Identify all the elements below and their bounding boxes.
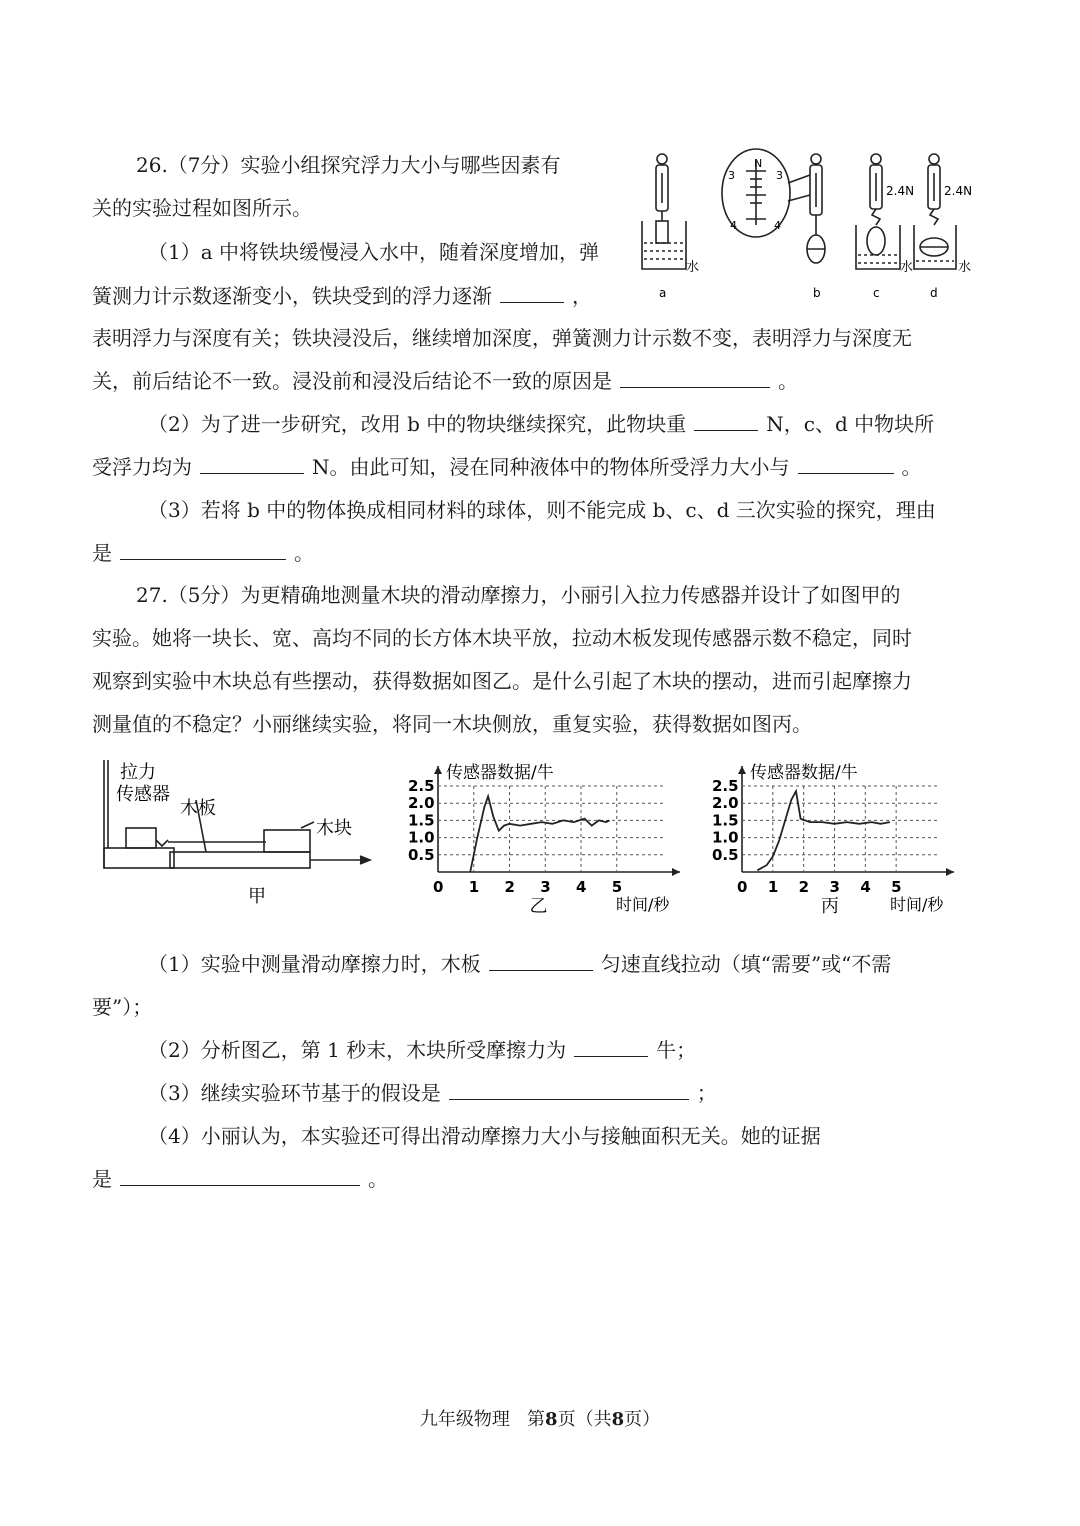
y-tick-label: 0.5 — [408, 845, 435, 864]
x-tick-label: 4 — [576, 878, 587, 896]
q26-part1-text: 簧测力计示数逐渐变小，铁块受到的浮力逐渐 — [92, 284, 492, 308]
q26-part1-line3: 表明浮力与深度有关；铁块浸没后，继续增加深度，弹簧测力计示数不变，表明浮力与深度无 — [92, 326, 912, 350]
sensor-label-2: 传感器 — [116, 784, 170, 805]
footer-suffix: 页） — [624, 1409, 661, 1430]
y-tick-label: 2.5 — [408, 777, 435, 795]
y-tick-label: 2.5 — [712, 777, 739, 795]
footer-subject: 九年级物理 — [419, 1409, 510, 1430]
punct: ； — [696, 1081, 717, 1105]
q26-title-cont: 关的实验过程如图所示。 — [92, 196, 312, 220]
footer-page-num: 8 — [545, 1409, 558, 1430]
caption-jia: 甲 — [248, 886, 266, 907]
q26-part2-text-b: N，c、d 中物块所 — [766, 412, 935, 436]
label-b: b — [813, 286, 821, 300]
q27-part3-text: （3）继续实验环节基于的假设是 — [148, 1081, 441, 1105]
x-tick-label: 3 — [829, 878, 840, 896]
q26-part1-line2 — [92, 281, 592, 311]
q27-intro-3: 观察到实验中木块总有些摆动，获得数据如图乙。是什么引起了木块的摆动，进而引起摩擦力 — [92, 669, 912, 693]
punct: 。 — [778, 369, 798, 393]
q26-title: 26.（7分）实验小组探究浮力大小与哪些因素有 — [136, 153, 561, 177]
chart-caption: 丙 — [820, 896, 839, 916]
data-line — [470, 796, 609, 872]
q27-part2-line — [148, 1035, 696, 1065]
board-label: 木板 — [180, 798, 216, 819]
punct: 。 — [901, 455, 922, 479]
y-tick-label: 1.5 — [408, 811, 435, 830]
dial-n-label: N — [754, 157, 763, 170]
dial-4-right: 4 — [774, 219, 781, 232]
q27-intro-4: 测量值的不稳定？小丽继续实验，将同一木块侧放，重复实验，获得数据如图丙。 — [92, 712, 812, 736]
footer-prefix: 第 — [527, 1409, 546, 1430]
q26-part1-line1: （1）a 中将铁块缓慢浸入水中，随着深度增加，弹 — [148, 240, 600, 264]
x-tick-label: 5 — [611, 878, 623, 896]
answer-blank-26-2[interactable] — [620, 367, 770, 388]
water-label-c: 水 — [900, 260, 914, 275]
y-axis-arrow — [738, 766, 746, 774]
sensor-label-1: 拉力 — [120, 762, 156, 783]
q27-part4-line1: （4）小丽认为，本实验还可得出滑动摩擦力大小与接触面积无关。她的证据 — [148, 1124, 821, 1148]
x-tick-label: 4 — [860, 878, 871, 896]
q26-part3-line1: （3）若将 b 中的物体换成相同材料的球体，则不能完成 b、c、d 三次实验的探究，理由 — [148, 498, 936, 522]
y-tick-label: 1.0 — [712, 828, 739, 847]
q26-part2-line2 — [92, 452, 922, 482]
chart-title: 传感器数据/牛 — [750, 763, 858, 783]
label-a: a — [659, 286, 667, 300]
reading-c: 2.4N — [886, 184, 915, 198]
chart-title: 传感器数据/牛 — [446, 763, 554, 783]
y-tick-label: 2.0 — [712, 794, 739, 813]
y-axis-arrow — [434, 766, 442, 774]
x-tick-label: 1 — [767, 878, 779, 896]
label-c: c — [873, 286, 880, 300]
q27-part2-text-b: 牛； — [656, 1038, 697, 1062]
reading-d: 2.4N — [944, 184, 973, 198]
answer-blank-26-3[interactable] — [694, 410, 758, 431]
footer-mid: 页（共 — [557, 1409, 612, 1430]
answer-blank-26-4[interactable] — [200, 453, 304, 474]
q26-part1-text2: 关，前后结论不一致。浸没前和浸没后结论不一致的原因是 — [92, 369, 612, 393]
q27-part2-text: （2）分析图乙，第 1 秒末，木块所受摩擦力为 — [148, 1038, 567, 1062]
q27-part1-text: （1）实验中测量滑动摩擦力时，木板 — [148, 952, 481, 976]
q26-part3-text: 是 — [92, 541, 112, 565]
punct: ， — [572, 284, 592, 308]
q27-intro-2: 实验。她将一块长、宽、高均不同的长方体木块平放，拉动木板发现传感器示数不稳定，同时 — [92, 626, 912, 650]
x-tick-label: 1 — [468, 878, 480, 896]
q26-part3-line2 — [92, 538, 314, 568]
q27-part1-line1 — [148, 949, 891, 979]
water-label-a: 水 — [686, 260, 700, 275]
dial-3-right: 3 — [776, 169, 783, 182]
answer-blank-27-3[interactable] — [449, 1079, 689, 1100]
label-d: d — [930, 286, 938, 300]
q26-part2-text-d: N。由此可知，浸在同种液体中的物体所受浮力大小与 — [312, 455, 790, 479]
q26-part1-line4 — [92, 366, 798, 396]
dial-4-left: 4 — [730, 219, 737, 232]
q26-part2-line1 — [148, 409, 934, 439]
scale-b-icon — [807, 154, 825, 263]
punct: 。 — [368, 1167, 388, 1191]
dial-3-left: 3 — [728, 169, 735, 182]
x-tick-label: 5 — [891, 878, 902, 896]
x-tick-label: 0 — [433, 878, 444, 896]
x-tick-label: 0 — [737, 878, 748, 896]
y-tick-label: 2.0 — [408, 794, 435, 813]
footer-page-total: 8 — [611, 1409, 625, 1430]
q26-part2-text-c: 受浮力均为 — [92, 455, 192, 479]
x-tick-label: 2 — [504, 878, 515, 896]
x-axis-arrow — [672, 868, 680, 876]
q26-part2-text: （2）为了进一步研究，改用 b 中的物块继续探究，此物块重 — [148, 412, 687, 436]
answer-blank-26-5[interactable] — [798, 453, 894, 474]
answer-blank-27-4[interactable] — [120, 1165, 360, 1186]
answer-blank-26-6[interactable] — [120, 539, 286, 560]
scale-a-icon — [642, 154, 686, 269]
answer-blank-27-1[interactable] — [489, 950, 593, 971]
x-axis-label: 时间/秒 — [890, 895, 944, 914]
x-tick-label: 2 — [798, 878, 810, 896]
q27-part4-text: 是 — [92, 1167, 112, 1191]
q27-part4-line2 — [92, 1164, 388, 1194]
q27-part1-line2: 要”）； — [92, 995, 153, 1019]
q27-intro-1: 27.（5分）为更精确地测量木块的滑动摩擦力，小丽引入拉力传感器并设计了如图甲的 — [136, 583, 901, 607]
x-axis-arrow — [946, 868, 954, 876]
chart-bing — [704, 756, 994, 916]
answer-blank-26-1[interactable] — [500, 282, 564, 303]
x-axis-label: 时间/秒 — [616, 895, 670, 914]
scale-d-icon — [914, 154, 956, 269]
y-tick-label: 1.0 — [408, 828, 435, 847]
apparatus-figure-jia — [96, 756, 396, 916]
punct: 。 — [294, 541, 314, 565]
chart-yi — [400, 756, 720, 916]
spring-scale-figure — [628, 145, 988, 305]
page-footer — [0, 1405, 1080, 1431]
y-tick-label: 1.5 — [712, 811, 739, 830]
water-label-d: 水 — [958, 260, 972, 275]
y-tick-label: 0.5 — [712, 845, 739, 864]
q27-part3-line — [148, 1078, 717, 1108]
x-tick-label: 3 — [540, 878, 551, 896]
chart-caption: 乙 — [529, 896, 548, 916]
answer-blank-27-2[interactable] — [574, 1036, 648, 1057]
block-label: 木块 — [316, 818, 352, 839]
scale-c-icon — [856, 154, 900, 269]
q27-part1-text-b: 匀速直线拉动（填“需要”或“不需 — [600, 952, 892, 976]
